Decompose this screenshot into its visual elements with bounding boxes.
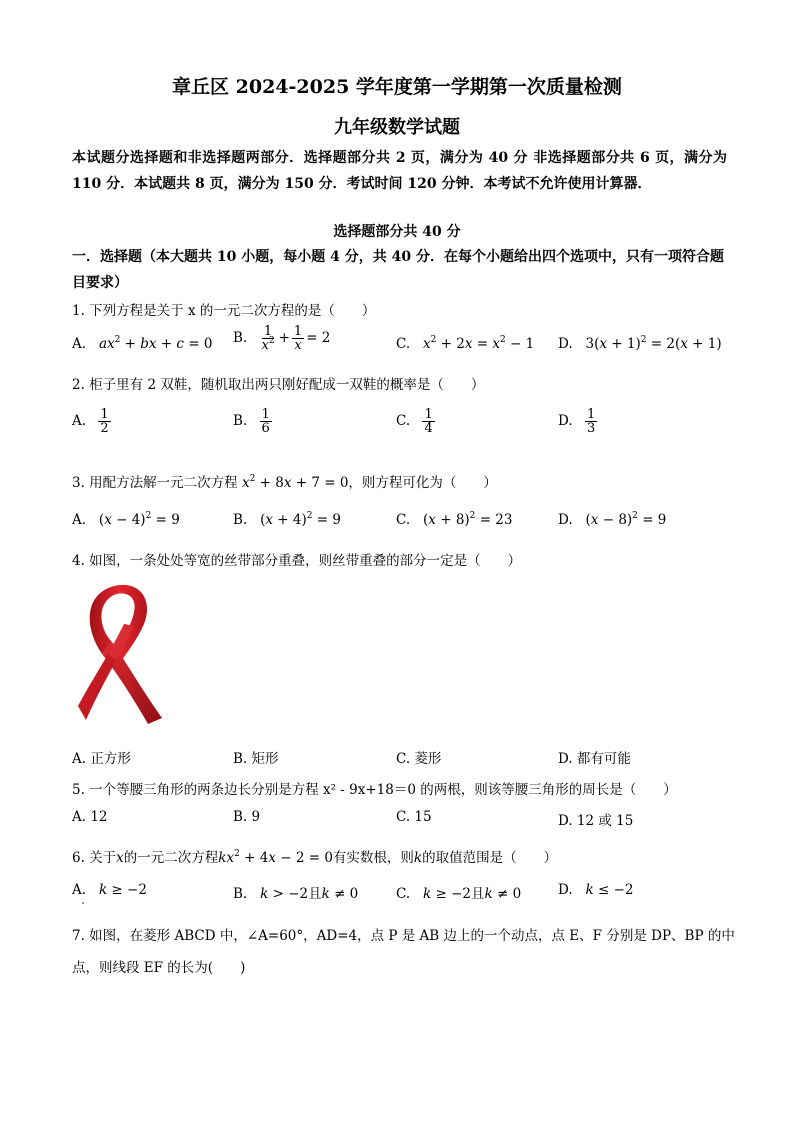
q1-option-a (72, 336, 212, 352)
q1-option-c (396, 336, 534, 352)
q3-option-d: D. $(x - 8)^2 = 9$ (558, 511, 667, 528)
q4-option-c: C. 菱形 (396, 751, 442, 767)
q5-option-d: D. 12 或 15 (558, 813, 634, 829)
q2-option-b-label: B. (233, 413, 248, 429)
question-7-stem-line1: 7. 如图，在菱形 ABCD 中，∠A=60°，AD=4，点 P 是 AB 边上的一个动点，点 E、F 分别是 DP、BP 的中 (72, 928, 735, 944)
page-title: 章丘区 2024-2025 学年度第一学期第一次质量检测 (172, 76, 622, 98)
q5-option-c: C. 15 (396, 809, 432, 825)
q1-option-d (558, 336, 722, 352)
q4-option-a: A. 正方形 (72, 751, 131, 767)
question-4-stem: 4. 如图，一条处处等宽的丝带部分重叠，则丝带重叠的部分一定是（ ） (72, 553, 522, 569)
q1-option-a-label: A. (72, 336, 87, 352)
q6-option-c: C. k ≥ −2且k ≠ 0 (396, 886, 522, 902)
q2-option-c: C. $\frac{1}{4}$ (396, 407, 433, 436)
q1-option-c-label: C. (396, 336, 411, 352)
q2-option-a: A. $\frac{1}{2}$ (72, 407, 109, 436)
q3-option-a: A. $(x - 4)^2 = 9$ (72, 511, 180, 528)
question-6-stem: 6. 关于x的一元二次方程$kx^2 + 4x - 2 = 0$有实数根，则k的取值范围是（ ） (72, 849, 558, 866)
question-2-stem: 2. 柜子里有 2 双鞋，随机取出两只刚好配成一双鞋的概率是（ ） (72, 377, 485, 393)
page-subtitle: 九年级数学试题 (334, 117, 460, 138)
q3-option-c: C. $(x + 8)^2 = 23$ (396, 511, 513, 528)
q4-option-b: B. 矩形 (233, 751, 279, 767)
red-ribbon-image (78, 580, 164, 726)
q2-option-c-label: C. (396, 413, 411, 429)
q2-option-b: B. $\frac{1}{6}$ (233, 407, 270, 436)
q1-option-d-label: D. (558, 336, 573, 352)
q1-option-b-label: B. (233, 330, 248, 346)
q1-option-a-formula: $ax^2$ + bx + c = 0 (98, 335, 213, 352)
q1-option-b: B. $\frac{1}{x^2}$ + $\frac{1}{x}$ = 2 (233, 324, 331, 353)
question-1-stem: 1. 下列方程是关于 x 的一元二次方程的是（ ） (72, 303, 376, 319)
q1-option-d-formula: $3(x + 1)^2 = 2(x + 1)$ (576, 335, 722, 352)
q4-option-d: D. 都有可能 (558, 751, 631, 767)
exam-instructions: 本试题分选择题和非选择题两部分．选择题部分共 2 页，满分为 40 分 非选择题部分共 6 页，满分为 110 分．本试题共 8 页，满分为 150 分．考试时间 120 分钟．本考试不允许使用计算器． (72, 150, 727, 192)
q2-option-a-label: A. (72, 413, 87, 429)
q5-option-b: B. 9 (233, 809, 261, 825)
q2-option-d-label: D. (558, 413, 573, 429)
section-title: 选择题部分共 40 分 (333, 224, 461, 240)
q2-option-d: D. $\frac{1}{3}$ (558, 407, 596, 436)
q5-option-a: A. 12 (72, 809, 108, 825)
question-7-stem-line2: 点，则线段 EF 的长为( ) (72, 960, 246, 976)
q6-option-b: B. k > −2且k ≠ 0 (233, 886, 359, 902)
q1-option-c-formula: $x^2 + 2x = x^2 - 1$ (423, 335, 535, 352)
q6-option-a: A. k ≥ −2 (72, 882, 147, 898)
part-one-heading: 一．选择题（本大题共 10 小题，每小题 4 分，共 40 分．在每个小题给出四个选项中，只有一项符合题目要求） (72, 249, 724, 291)
q3-option-b: B. $(x + 4)^2 = 9$ (233, 511, 341, 528)
q6-option-d: D. k ≤ −2 (558, 882, 634, 898)
question-3-stem: 3. 用配方法解一元二次方程 $x^2 + 8x + 7 = 0$，则方程可化为（ ） (72, 474, 497, 491)
stray-mark (82, 902, 84, 904)
question-5-stem: 5. 一个等腰三角形的两条边长分别是方程 x² - 9x+18＝0 的两根，则该等腰三角形的周长是（ ） (72, 782, 677, 798)
